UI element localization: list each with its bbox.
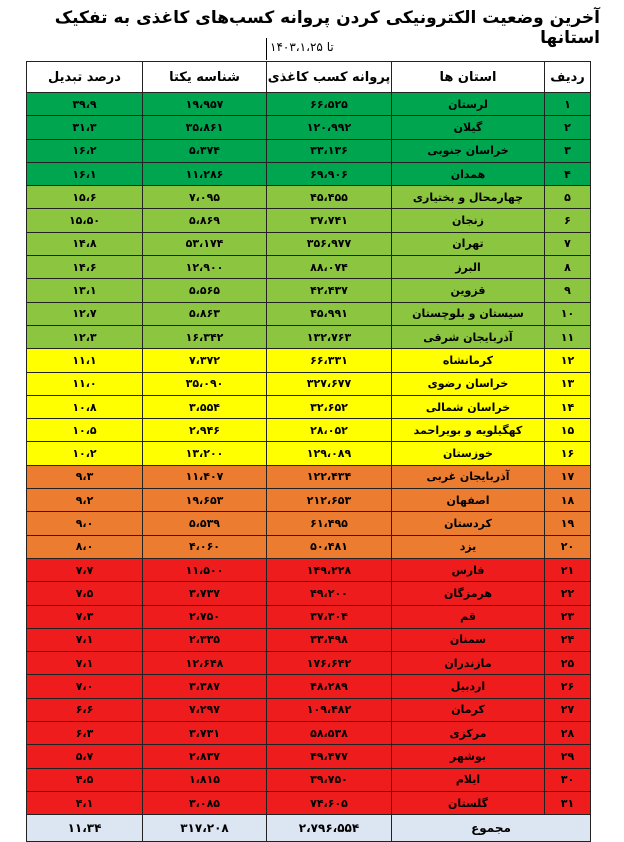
row-paper-license: ۳۷،۳۰۴ <box>267 605 392 628</box>
row-unique-id: ۷،۰۹۵ <box>143 186 267 209</box>
row-province: فارس <box>392 558 545 581</box>
row-conversion-percent: ۴،۱ <box>27 791 143 814</box>
row-unique-id: ۴،۰۶۰ <box>143 535 267 558</box>
row-conversion-percent: ۷،۱ <box>27 652 143 675</box>
date-subtitle: تا ۱۴۰۳،۱،۲۵ <box>270 40 334 54</box>
row-paper-license: ۴۹،۴۷۷ <box>267 745 392 768</box>
row-province: قزوین <box>392 279 545 302</box>
table-row <box>27 209 591 232</box>
row-paper-license: ۴۸،۲۸۹ <box>267 675 392 698</box>
row-rank: ۱۱ <box>545 325 591 348</box>
row-conversion-percent: ۱۵،۶ <box>27 186 143 209</box>
row-conversion-percent: ۱۰،۵ <box>27 419 143 442</box>
row-paper-license: ۳۲،۶۵۲ <box>267 395 392 418</box>
header-unique-id: شناسه یکتا <box>143 62 267 93</box>
row-conversion-percent: ۷،۰ <box>27 675 143 698</box>
row-paper-license: ۱۳۲،۷۶۳ <box>267 325 392 348</box>
row-conversion-percent: ۱۲،۳ <box>27 325 143 348</box>
table-row <box>27 442 591 465</box>
row-paper-license: ۱۲۲،۴۳۴ <box>267 465 392 488</box>
row-conversion-percent: ۳۱،۳ <box>27 116 143 139</box>
table-row <box>27 419 591 442</box>
row-conversion-percent: ۳۹،۹ <box>27 93 143 116</box>
row-province: بوشهر <box>392 745 545 768</box>
row-unique-id: ۲،۸۳۷ <box>143 745 267 768</box>
row-province: زنجان <box>392 209 545 232</box>
row-conversion-percent: ۸،۰ <box>27 535 143 558</box>
row-rank: ۱۶ <box>545 442 591 465</box>
row-rank: ۸ <box>545 256 591 279</box>
row-paper-license: ۵۸،۵۳۸ <box>267 722 392 745</box>
row-paper-license: ۵۰،۴۸۱ <box>267 535 392 558</box>
row-unique-id: ۱۹،۶۵۳ <box>143 489 267 512</box>
row-unique-id: ۳،۵۵۴ <box>143 395 267 418</box>
row-unique-id: ۱۹،۹۵۷ <box>143 93 267 116</box>
table-row <box>27 628 591 651</box>
row-unique-id: ۳،۳۸۷ <box>143 675 267 698</box>
row-rank: ۲۰ <box>545 535 591 558</box>
table-row <box>27 372 591 395</box>
row-conversion-percent: ۱۱،۰ <box>27 372 143 395</box>
row-unique-id: ۱۳،۲۰۰ <box>143 442 267 465</box>
row-rank: ۲۹ <box>545 745 591 768</box>
row-paper-license: ۱۲۹،۰۸۹ <box>267 442 392 465</box>
row-paper-license: ۲۱۲،۶۵۳ <box>267 489 392 512</box>
row-rank: ۱۳ <box>545 372 591 395</box>
row-conversion-percent: ۱۴،۸ <box>27 232 143 255</box>
header-conversion-percent: درصد تبدیل <box>27 62 143 93</box>
row-conversion-percent: ۱۳،۱ <box>27 279 143 302</box>
table-row <box>27 489 591 512</box>
row-paper-license: ۳۵۶،۹۷۷ <box>267 232 392 255</box>
row-paper-license: ۴۲،۴۳۷ <box>267 279 392 302</box>
row-paper-license: ۴۵،۹۹۱ <box>267 302 392 325</box>
row-conversion-percent: ۹،۳ <box>27 465 143 488</box>
row-conversion-percent: ۱۰،۲ <box>27 442 143 465</box>
row-conversion-percent: ۹،۰ <box>27 512 143 535</box>
row-unique-id: ۳،۷۳۷ <box>143 582 267 605</box>
table-row <box>27 116 591 139</box>
row-rank: ۳ <box>545 139 591 162</box>
row-province: یزد <box>392 535 545 558</box>
table-row <box>27 465 591 488</box>
row-unique-id: ۱۲،۹۰۰ <box>143 256 267 279</box>
row-unique-id: ۱۱،۴۰۷ <box>143 465 267 488</box>
row-province: گلستان <box>392 791 545 814</box>
row-paper-license: ۴۵،۴۵۵ <box>267 186 392 209</box>
row-rank: ۱۴ <box>545 395 591 418</box>
table-row <box>27 349 591 372</box>
table-row <box>27 791 591 814</box>
row-unique-id: ۱۶،۳۴۲ <box>143 325 267 348</box>
subtitle-divider <box>266 38 267 60</box>
table-row <box>27 186 591 209</box>
row-rank: ۵ <box>545 186 591 209</box>
row-conversion-percent: ۹،۲ <box>27 489 143 512</box>
row-rank: ۶ <box>545 209 591 232</box>
row-paper-license: ۸۸،۰۷۴ <box>267 256 392 279</box>
table-row <box>27 139 591 162</box>
row-paper-license: ۳۳،۱۳۶ <box>267 139 392 162</box>
row-rank: ۲۵ <box>545 652 591 675</box>
row-unique-id: ۵،۸۶۹ <box>143 209 267 232</box>
row-rank: ۲۸ <box>545 722 591 745</box>
row-conversion-percent: ۷،۵ <box>27 582 143 605</box>
row-conversion-percent: ۱۱،۱ <box>27 349 143 372</box>
row-unique-id: ۳۵،۰۹۰ <box>143 372 267 395</box>
row-conversion-percent: ۱۲،۷ <box>27 302 143 325</box>
row-province: اصفهان <box>392 489 545 512</box>
row-rank: ۱۸ <box>545 489 591 512</box>
row-unique-id: ۳،۷۳۱ <box>143 722 267 745</box>
total-row <box>27 815 591 842</box>
row-rank: ۳۰ <box>545 768 591 791</box>
row-paper-license: ۳۳،۴۹۸ <box>267 628 392 651</box>
row-province: سیستان و بلوچستان <box>392 302 545 325</box>
row-paper-license: ۳۷،۷۴۱ <box>267 209 392 232</box>
row-unique-id: ۱۲،۶۴۸ <box>143 652 267 675</box>
row-rank: ۲ <box>545 116 591 139</box>
table-row <box>27 512 591 535</box>
row-rank: ۲۳ <box>545 605 591 628</box>
table-row <box>27 279 591 302</box>
table-row <box>27 722 591 745</box>
row-conversion-percent: ۱۶،۱ <box>27 162 143 185</box>
row-conversion-percent: ۷،۱ <box>27 628 143 651</box>
row-province: کرمان <box>392 698 545 721</box>
table-row <box>27 605 591 628</box>
total-label: مجموع <box>392 815 591 842</box>
row-province: سمنان <box>392 628 545 651</box>
row-unique-id: ۲،۷۵۰ <box>143 605 267 628</box>
row-rank: ۹ <box>545 279 591 302</box>
row-unique-id: ۵،۵۳۹ <box>143 512 267 535</box>
row-paper-license: ۶۹،۹۰۶ <box>267 162 392 185</box>
row-rank: ۲۷ <box>545 698 591 721</box>
row-province: مرکزی <box>392 722 545 745</box>
row-province: همدان <box>392 162 545 185</box>
table-row <box>27 302 591 325</box>
row-province: کردستان <box>392 512 545 535</box>
table-header-row <box>27 62 591 93</box>
row-conversion-percent: ۴،۵ <box>27 768 143 791</box>
table-row <box>27 768 591 791</box>
row-province: هرمزگان <box>392 582 545 605</box>
row-paper-license: ۱۰۹،۴۸۲ <box>267 698 392 721</box>
row-paper-license: ۴۹،۲۰۰ <box>267 582 392 605</box>
row-unique-id: ۱۱،۵۰۰ <box>143 558 267 581</box>
row-province: گیلان <box>392 116 545 139</box>
header-paper-license: پروانه کسب کاغذی <box>267 62 392 93</box>
row-province: خوزستان <box>392 442 545 465</box>
row-rank: ۱ <box>545 93 591 116</box>
row-province: ایلام <box>392 768 545 791</box>
row-conversion-percent: ۱۵،۵۰ <box>27 209 143 232</box>
row-rank: ۲۴ <box>545 628 591 651</box>
row-paper-license: ۲۸،۰۵۲ <box>267 419 392 442</box>
row-conversion-percent: ۷،۳ <box>27 605 143 628</box>
row-unique-id: ۵،۸۶۳ <box>143 302 267 325</box>
row-unique-id: ۱۱،۲۸۶ <box>143 162 267 185</box>
row-province: تهران <box>392 232 545 255</box>
row-province: لرستان <box>392 93 545 116</box>
row-paper-license: ۱۲۰،۹۹۲ <box>267 116 392 139</box>
row-conversion-percent: ۱۶،۲ <box>27 139 143 162</box>
row-rank: ۴ <box>545 162 591 185</box>
row-unique-id: ۷،۲۹۷ <box>143 698 267 721</box>
row-paper-license: ۱۴۹،۲۲۸ <box>267 558 392 581</box>
row-conversion-percent: ۱۰،۸ <box>27 395 143 418</box>
row-paper-license: ۶۱،۴۹۵ <box>267 512 392 535</box>
row-rank: ۱۰ <box>545 302 591 325</box>
table-row <box>27 256 591 279</box>
row-rank: ۱۲ <box>545 349 591 372</box>
table-row <box>27 232 591 255</box>
row-province: چهارمحال و بختیاری <box>392 186 545 209</box>
row-conversion-percent: ۶،۶ <box>27 698 143 721</box>
row-province: البرز <box>392 256 545 279</box>
row-paper-license: ۷۴،۶۰۵ <box>267 791 392 814</box>
province-table <box>26 61 591 842</box>
row-province: آذربایجان شرقی <box>392 325 545 348</box>
total-paper: ۲،۷۹۶،۵۵۴ <box>267 815 392 842</box>
row-unique-id: ۷،۳۷۲ <box>143 349 267 372</box>
row-rank: ۱۹ <box>545 512 591 535</box>
total-id: ۳۱۷،۲۰۸ <box>143 815 267 842</box>
row-unique-id: ۵۳،۱۷۴ <box>143 232 267 255</box>
table-row <box>27 325 591 348</box>
header-rank: ردیف <box>545 62 591 93</box>
row-province: قم <box>392 605 545 628</box>
row-rank: ۲۶ <box>545 675 591 698</box>
table-row <box>27 698 591 721</box>
row-unique-id: ۳،۰۸۵ <box>143 791 267 814</box>
row-province: خراسان رضوی <box>392 372 545 395</box>
row-rank: ۱۷ <box>545 465 591 488</box>
table-row <box>27 558 591 581</box>
row-unique-id: ۵،۳۷۴ <box>143 139 267 162</box>
row-rank: ۷ <box>545 232 591 255</box>
row-province: خراسان جنوبی <box>392 139 545 162</box>
row-province: خراسان شمالی <box>392 395 545 418</box>
row-province: اردبیل <box>392 675 545 698</box>
row-province: مازندران <box>392 652 545 675</box>
table-body <box>27 93 591 815</box>
row-rank: ۱۵ <box>545 419 591 442</box>
row-rank: ۲۱ <box>545 558 591 581</box>
table-row <box>27 162 591 185</box>
row-conversion-percent: ۶،۳ <box>27 722 143 745</box>
row-paper-license: ۶۶،۵۲۵ <box>267 93 392 116</box>
row-unique-id: ۲،۳۳۵ <box>143 628 267 651</box>
row-province: آذربایجان غربی <box>392 465 545 488</box>
row-conversion-percent: ۷،۷ <box>27 558 143 581</box>
table-row <box>27 535 591 558</box>
row-unique-id: ۵،۵۶۵ <box>143 279 267 302</box>
table-row <box>27 582 591 605</box>
row-rank: ۳۱ <box>545 791 591 814</box>
header-province: استان ها <box>392 62 545 93</box>
row-paper-license: ۶۶،۳۳۱ <box>267 349 392 372</box>
row-paper-license: ۳۲۷،۶۷۷ <box>267 372 392 395</box>
row-rank: ۲۲ <box>545 582 591 605</box>
row-unique-id: ۲،۹۴۶ <box>143 419 267 442</box>
row-unique-id: ۳۵،۸۶۱ <box>143 116 267 139</box>
row-unique-id: ۱،۸۱۵ <box>143 768 267 791</box>
table-row <box>27 745 591 768</box>
page-title: آخرین وضعیت الکترونیکی کردن پروانه کسب‌های کاغذی به تفکیک استانها <box>54 8 600 48</box>
row-conversion-percent: ۱۴،۶ <box>27 256 143 279</box>
table-row <box>27 93 591 116</box>
table-row <box>27 652 591 675</box>
row-province: کرمانشاه <box>392 349 545 372</box>
row-province: کهگیلویه و بویراحمد <box>392 419 545 442</box>
row-paper-license: ۱۷۶،۶۴۲ <box>267 652 392 675</box>
table-row <box>27 395 591 418</box>
row-conversion-percent: ۵،۷ <box>27 745 143 768</box>
row-paper-license: ۳۹،۷۵۰ <box>267 768 392 791</box>
total-pct: ۱۱،۳۴ <box>27 815 143 842</box>
table-row <box>27 675 591 698</box>
